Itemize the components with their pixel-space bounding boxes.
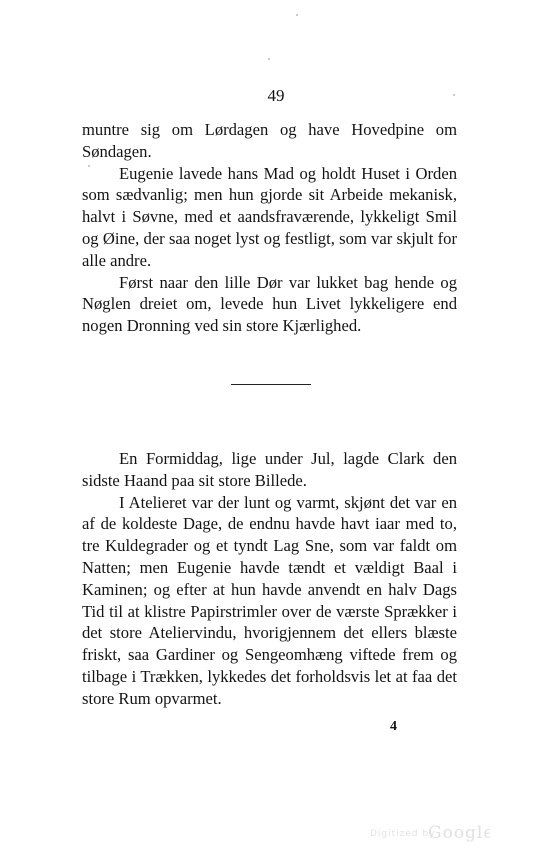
signature-mark: 4: [390, 719, 397, 734]
paragraph: Først naar den lille Dør var lukket bag hende og Nøglen dreiet om, levede hun Livet lykkeligere end nogen Dronning ved sin store Kjærlighed.: [82, 272, 457, 336]
section-divider: [231, 384, 311, 385]
paragraph: muntre sig om Lørdagen og have Hovedpine om Søndagen.: [82, 120, 457, 161]
paper-speck: [453, 94, 455, 96]
page-number: 49: [267, 86, 285, 105]
paper-speck: [296, 14, 298, 16]
paragraph: I Atelieret var der lunt og varmt, skjønt det var en af de koldeste Dage, de endnu havde havt iaar med to, tre Kuldegrader og et tyndt Lag Sne, som var faldt om Natten; men Eugenie havde tændt et vældigt Baal i Kaminen; og efter at hun havde anvendt en halv Dags Tid til at klistre Papirstrimler over de værste Sprækker i det store Ateliervindu, hvorigjennem det ellers blæste friskt, saa Gardiner og Sengeomhæng viftede frem og tilbage i Trækken, lykkedes det forholdsvis let at faa det store Rum opvarmet.: [82, 492, 457, 708]
watermark-logo: [370, 822, 490, 847]
paper-speck: [88, 165, 90, 167]
paragraph: Eugenie lavede hans Mad og holdt Huset i Orden som sædvanlig; men hun gjorde sit Arbeide mekanisk, halvt i Søvne, med et aandsfraværende, lykkeligt Smil og Øine, der saa noget lyst og festligt, som var skjult for alle andre.: [82, 163, 457, 270]
paper-speck: [268, 58, 270, 60]
paragraph: En Formiddag, lige under Jul, lagde Clark den sidste Haand paa sit store Billede.: [82, 449, 457, 490]
text-section-2: [82, 448, 457, 710]
text-section-1: [82, 119, 457, 337]
svg-text:Google: Google: [428, 823, 490, 842]
svg-text:Digitized by: Digitized by: [370, 829, 436, 839]
google-watermark-icon: [370, 822, 490, 842]
